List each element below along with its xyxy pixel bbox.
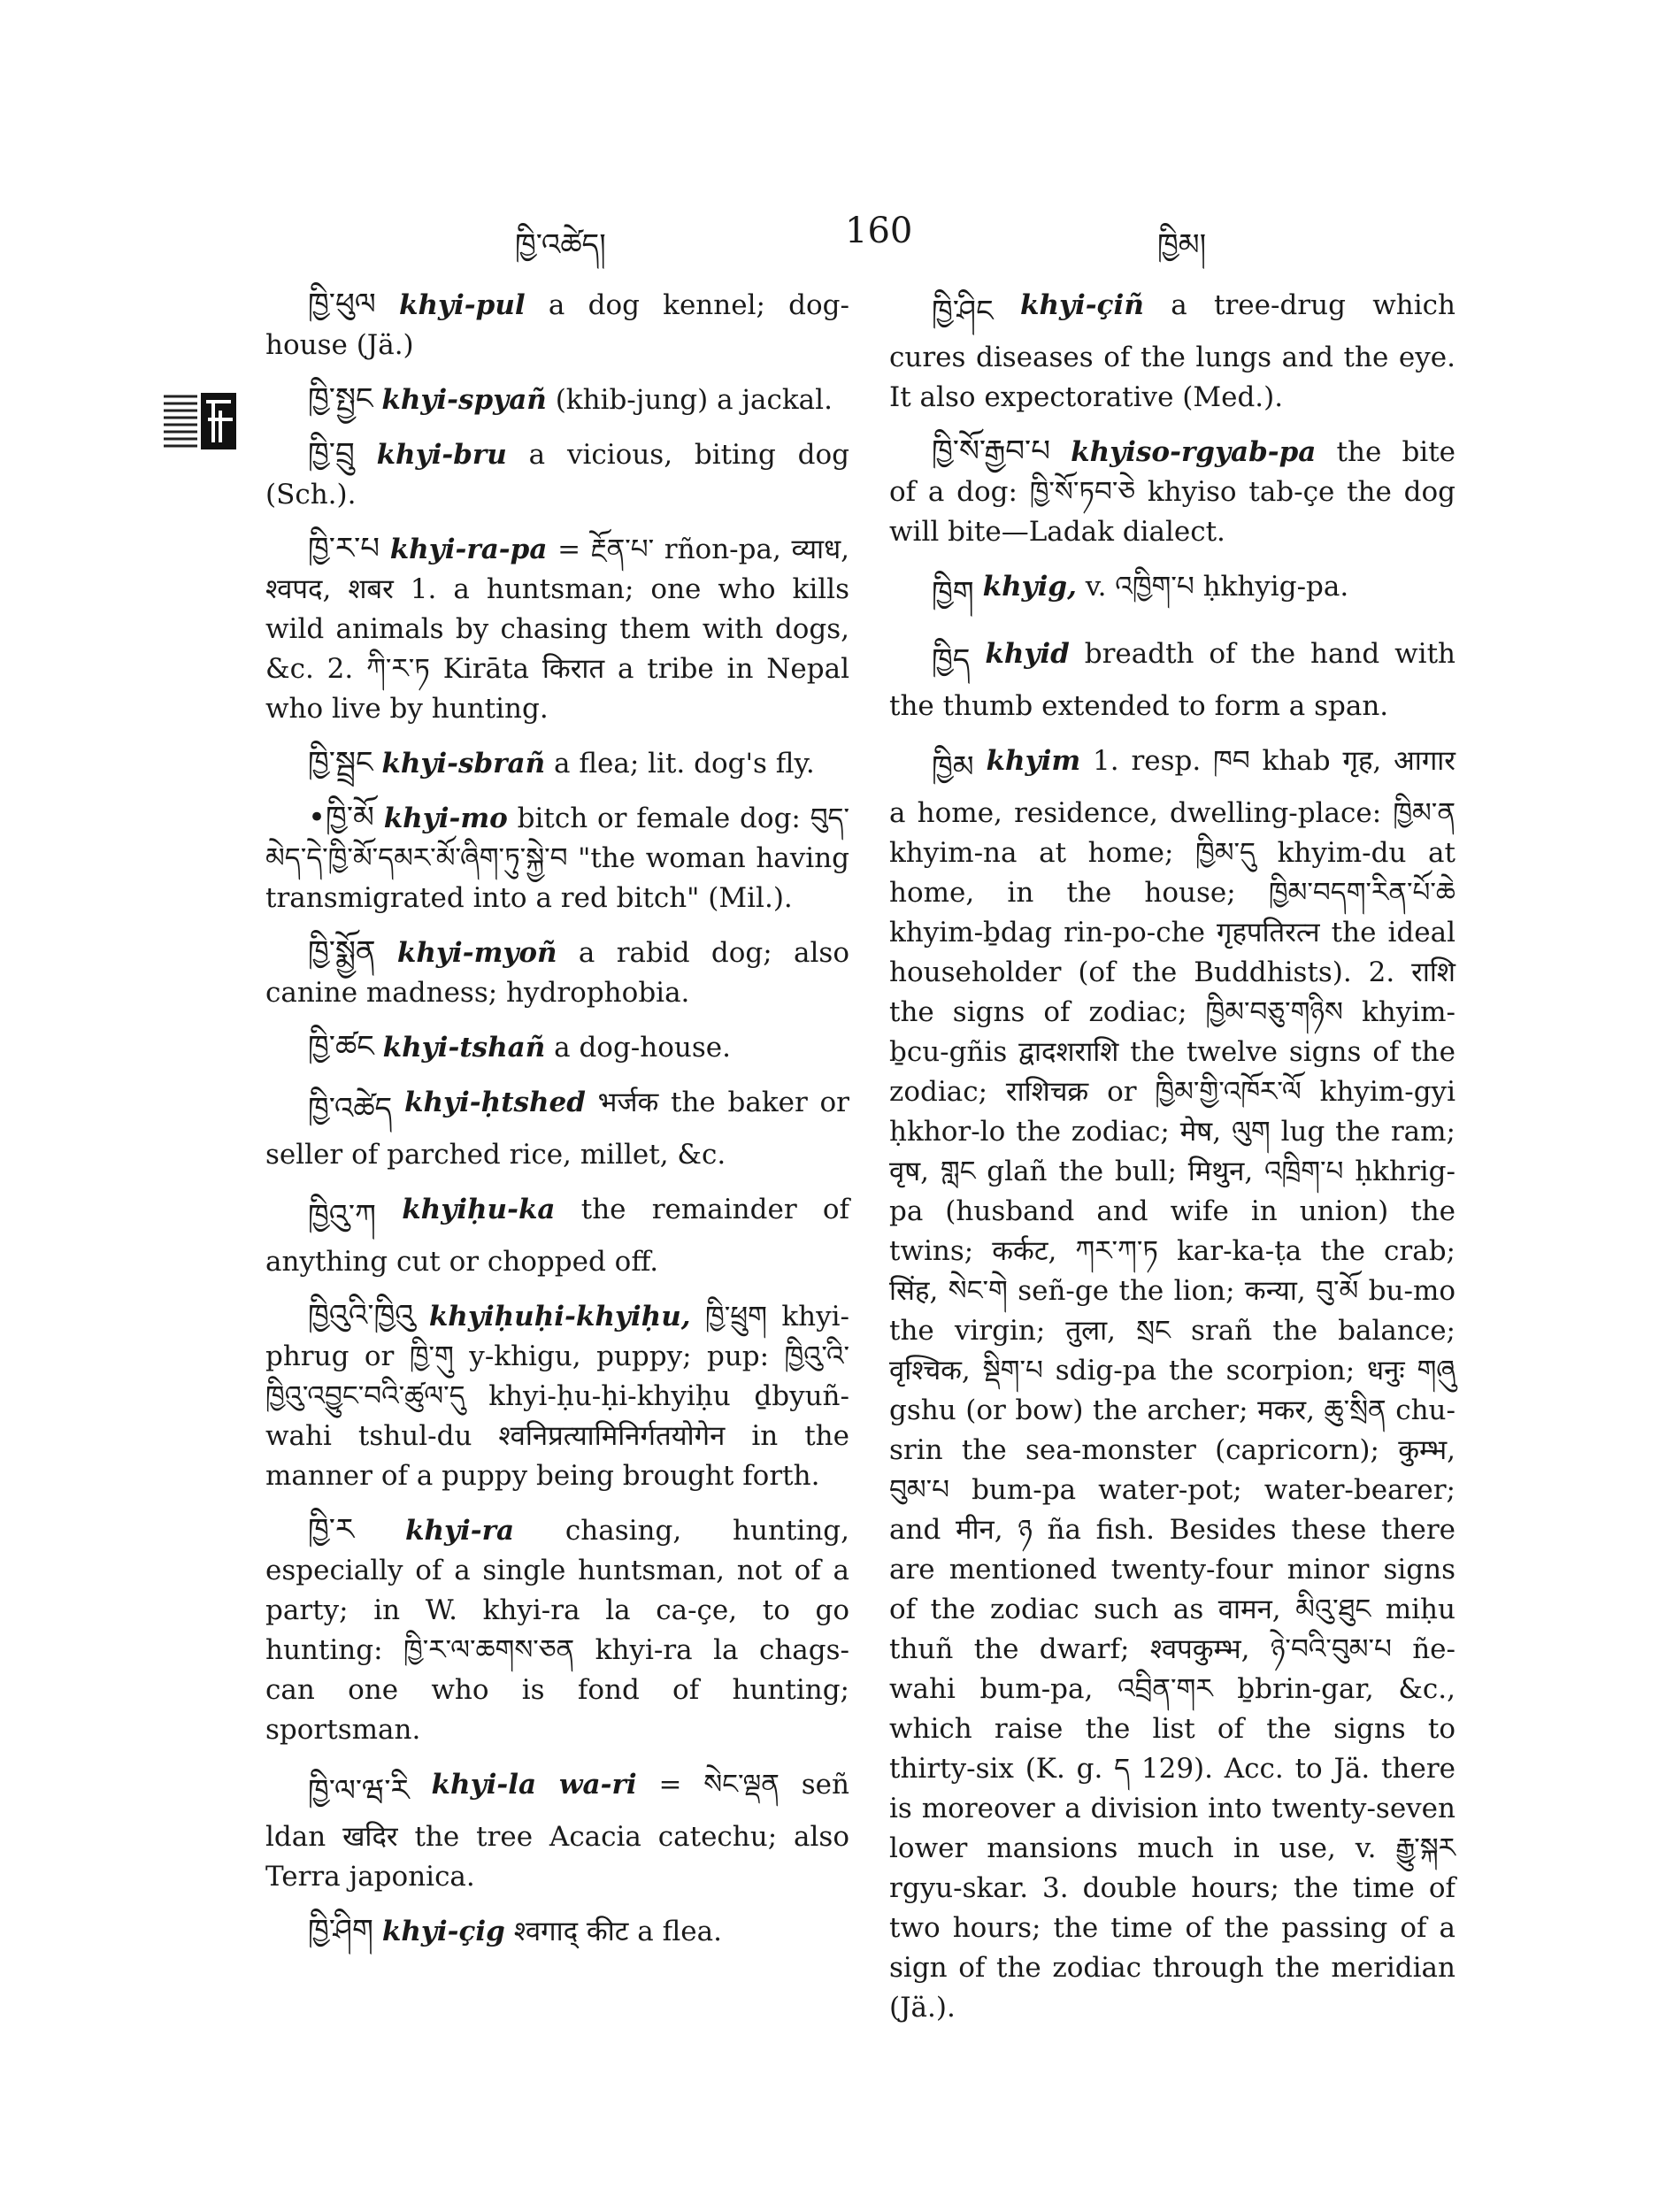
running-head-right: ཁྱིམ། [1157, 227, 1207, 263]
dictionary-entry: ཁྱི་ར khyi-ra chasing, hunting, especially of a single huntsman, not of a party; in W. khyi-ra la ca-çe, to go hunting: ཁྱི་ར་ལ་ཆགས་ཅན khyi-ra la chags-can one who is fond of hunting; sportsman. [265, 1512, 849, 1746]
dictionary-entry-major: ཁྱིའུ་ཀ khyiḥu-ka the remainder of anything cut or chopped off. [265, 1194, 850, 1278]
dictionary-entry: ཁྱི་སྤྱང khyi-spyañ (khib-jung) a jackal. [308, 381, 833, 417]
dictionary-entry: ཁྱི་ཕུལ khyi-pul a dog kennel; dog-house (Jä.) [265, 287, 849, 361]
dictionary-entry: ཁྱི་ཤིག khyi-çig श्वगाद् कीट a flea. [308, 1913, 722, 1948]
thumb-index-tab-icon [162, 389, 238, 453]
dictionary-entry: ཁྱི་སྨྱོན khyi-myoñ a rabid dog; also canine madness; hydrophobia. [265, 934, 849, 1009]
dictionary-entry: ཁྱི་ཚང khyi-tshañ a dog-house. [308, 1029, 731, 1064]
page-number: 160 [845, 211, 913, 251]
dictionary-entry-major: ཁྱི་ཤིང khyi-çiñ a tree-drug which cures diseases of the lungs and the eye. It also expectorative (Med.). [889, 289, 1455, 413]
dictionary-entry-major: ཁྱི་ལ་ཝ་རི khyi-la wa-ri = སེང་ལྡན señ ldan खदिर the tree Acacia catechu; also Terra japonica. [265, 1769, 849, 1893]
dictionary-entry: ཁྱི་སོ་རྒྱབ་པ khyiso-rgyab-pa the bite of a dog: ཁྱི་སོ་ཏབ་ཅེ khyiso tab-çe the dog will bite—Ladak dialect. [889, 434, 1456, 548]
dictionary-entry-major: ཁྱིམ khyim 1. resp. ཁབ khab गृह, आगार a home, residence, dwelling-place: ཁྱིམ་ན khyim-na at home; ཁྱིམ་དུ khyim-du at home, in the house; ཁྱིམ་བདག་རིན་པོ་ཆེ khyim-ḇdag rin-po-che गृहपतिरत्न the ideal householder (of the Buddhists). 2. राशि the signs of zodiac; ཁྱིམ་བཅུ་གཉིས khyim-ḇcu-gñis द्वादशराशि the twelve signs of the zodiac; राशिचक्र or ཁྱིམ་གྱི་འཁོར་ལོ khyim-gyi ḥkhor-lo the zodiac; मेष, ལུག lug the ram; वृष, གླང glañ the bull; मिथुन, འཁྲིག་པ ḥkhrig-pa (husband and wife in union) the twins; कर्कट, ཀར་ཀ་ཏ kar-ka-ṭa the crab; सिंह, སེང་གེ señ-ge the lion; कन्या, བུ་མོ bu-mo the virgin; तुला, སྲང srañ the balance; वृश्चिक, སྡིག་པ sdig-pa the scorpion; धनुः གཞུ gshu (or bow) the archer; मकर, ཆུ་སྲིན chu-srin the sea-monster (capricorn); कुम्भ, བུམ་པ bum-pa water-pot; water-bearer; and मीन, ཉ ña fish. Besides these there are mentioned twenty-four minor signs of the zodiac such as वामन, མིའུ་ཐུང miḥu thuñ the dwarf; श्वपकुम्भ, ཉེ་བའི་བུམ་པ ñe-wahi bum-pa, འབྲིན་གར ḇbrin-gar, &c., which raise the list of the signs to thirty-six (K. g. ད 129). Acc. to Jä. there is moreover a division into twenty-seven lower mansions much in use, v. རྒྱུ་སྐར rgyu-skar. 3. double hours; the time of two hours; the time of the passing of a sign of the zodiac through the meridian (Jä.). [889, 745, 1455, 2024]
dictionary-entry: ཁྱི་སྦྲང khyi-sbrañ a flea; lit. dog's fly. [308, 745, 815, 780]
left-column [265, 285, 849, 1966]
running-head-left: ཁྱི་འཚེད། [515, 227, 606, 263]
dictionary-entry-major: ཁྱི་འཚེད khyi-ḥtshed भर्जक the baker or seller of parched rice, millet, &c. [265, 1087, 850, 1171]
dictionary-entry-major: ཁྱིག khyig, v. འཁྱིག་པ ḥkhyig-pa. [932, 571, 1349, 611]
page-header [0, 211, 1659, 264]
dictionary-entry: ཁྱི་བྲུ khyi-bru a vicious, biting dog (Sch.). [265, 436, 850, 511]
dictionary-entry: ཁྱི་ར་པ khyi-ra-pa = རྔོན་པ་ rñon-pa, व्याध, श्वपद, शबर 1. a huntsman; one who kills wild animals by chasing them with dogs, &c. 2. ཀི་ར་ཏ Kirāta किरात a tribe in Nepal who live by hunting. [265, 531, 850, 725]
dictionary-entry: ཁྱིའུའི་ཁྱིའུ khyiḥuḥi-khyiḥu, ཁྱི་ཕྲུག khyi-phrug or ཁྱི་གུ y-khigu, puppy; pup: ཁྱིའུ་འི་ཁྱིའུ་འབྱུང་བའི་ཚུལ་དུ khyi-ḥu-ḥi-khyiḥu ḏbyuñ-wahi tshul-du श्वनिप्रत्यामिनिर्गतयोगेन in the manner of a puppy being brought forth. [265, 1298, 849, 1492]
right-column [889, 285, 1455, 2042]
dictionary-entry: •ཁྱི་མོ khyi-mo bitch or female dog: བུད་མེད་དེ་ཁྱི་མོ་དམར་མོ་ཞིག་ཏུ་སྐྱེ་བ "the woman having transmigrated into a red bitch" (Mil.). [265, 800, 849, 914]
dictionary-entry-major: ཁྱིད khyid breadth of the hand with the thumb extended to form a span. [889, 638, 1455, 722]
